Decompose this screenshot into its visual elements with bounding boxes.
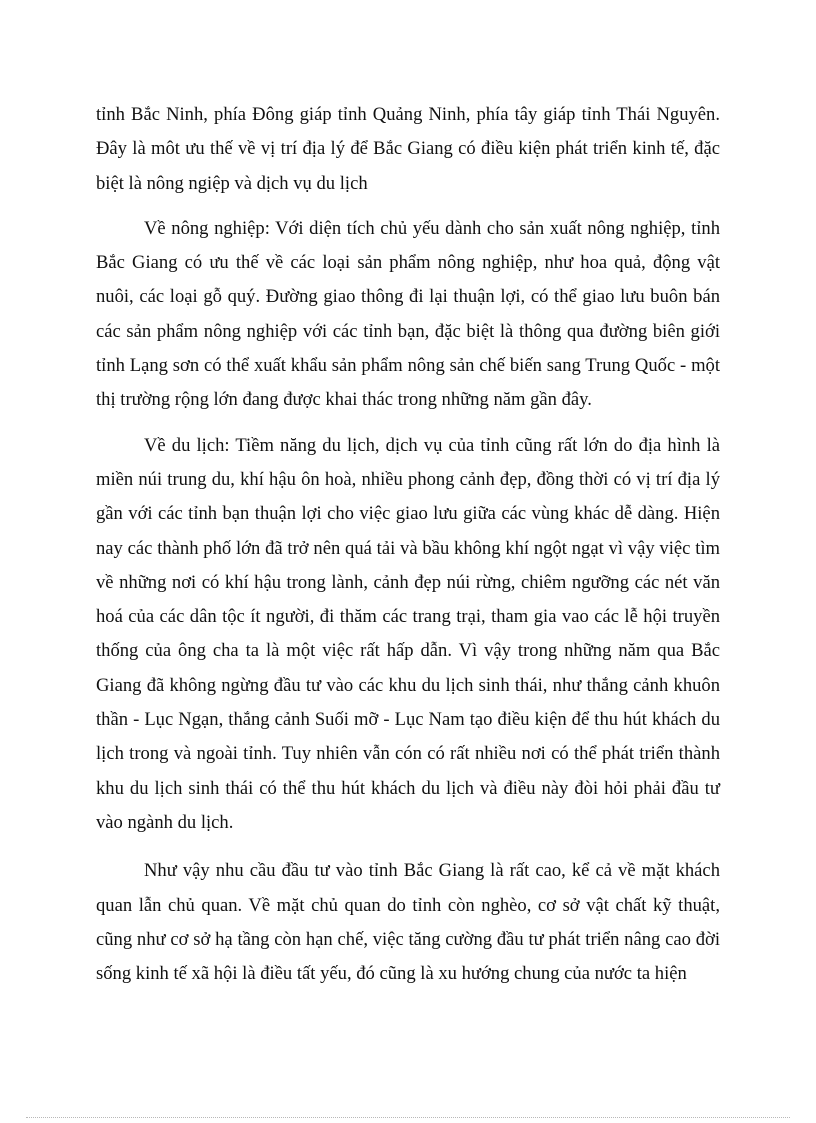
- page-bottom-divider: [26, 1117, 790, 1118]
- document-body: [96, 98, 720, 991]
- paragraph-investment-demand: Như vậy nhu cầu đầu tư vào tỉnh Bắc Giang là rất cao, kể cả về mặt khách quan lẫn chủ quan. Về mặt chủ quan do tỉnh còn nghèo, cơ sở vật chất kỹ thuật, cũng như cơ sở hạ tầng còn hạn chế, việc tăng cường đầu tư phát triển nâng cao đời sống kinh tế xã hội là điều tất yếu, đó cũng là xu hướng chung của nước ta hiện: [96, 860, 720, 985]
- paragraph-tourism: Về du lịch: Tiềm năng du lịch, dịch vụ của tỉnh cũng rất lớn do địa hình là miền núi trung du, khí hậu ôn hoà, nhiều phong cảnh đẹp, đồng thời có vị trí địa lý gần với các tỉnh bạn thuận lợi cho việc giao lưu giữa các vùng khác dễ dàng. Hiện nay các thành phố lớn đã trở nên quá tải và bầu không khí ngột ngạt vì vậy việc tìm về những nơi có khí hậu trong lành, cảnh đẹp núi rừng, chiêm ngưỡng các nét văn hoá của các dân tộc ít người, đi thăm các trang trại, tham gia vao các lễ hội truyền thống của ông cha ta là một việc rất hấp dẫn. Vì vậy trong những năm qua Bắc Giang đã không ngừng đầu tư vào các khu du lịch sinh thái, như thắng cảnh khuôn thần - Lục Ngạn, thắng cảnh Suối mỡ - Lục Nam tạo điều kiện để thu hút khách du lịch trong và ngoài tỉnh. Tuy nhiên vẫn cón có rất nhiều nơi có thể phát triển thành khu du lịch sinh thái có thể thu hút khách du lịch và điều này đòi hỏi phải đầu tư vào ngành du lịch.: [96, 434, 720, 833]
- paragraph-intro-continuation: tỉnh Bắc Ninh, phía Đông giáp tỉnh Quảng Ninh, phía tây giáp tỉnh Thái Nguyên. Đây là môt ưu thế về vị trí địa lý để Bắc Giang có điều kiện phát triển kinh tế, đặc biệt là nông ngiệp và dịch vụ du lịch: [96, 104, 720, 194]
- paragraph-agriculture: Về nông nghiệp: Với diện tích chủ yếu dành cho sản xuất nông nghiệp, tỉnh Bắc Giang có ưu thế về các loại sản phẩm nông nghiệp, như hoa quả, động vật nuôi, các loại gỗ quý. Đường giao thông đi lại thuận lợi, có thể giao lưu buôn bán các sản phẩm nông nghiệp với các tỉnh bạn, đặc biệt là thông qua đường biên giới tỉnh Lạng sơn có thể xuất khẩu sản phẩm nông sản chế biến sang Trung Quốc - một thị trường rộng lớn đang được khai thác trong những năm gần đây.: [96, 217, 720, 411]
